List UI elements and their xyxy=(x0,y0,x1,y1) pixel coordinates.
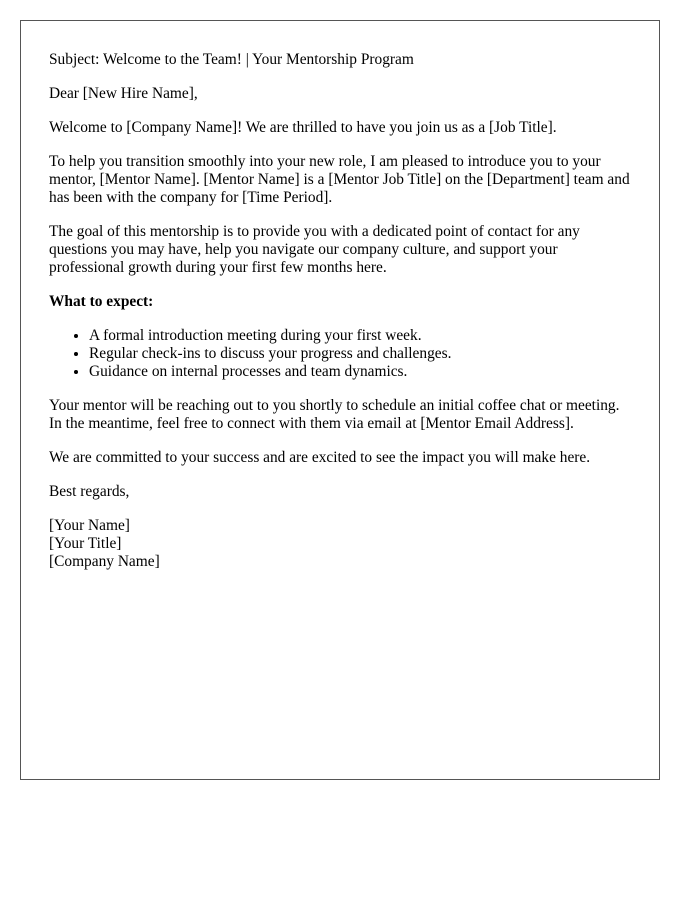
signature-title: [Your Title] xyxy=(49,535,122,552)
subject-line: Subject: Welcome to the Team! | Your Mentorship Program xyxy=(49,51,414,68)
signature-company: [Company Name] xyxy=(49,553,160,570)
signature-block xyxy=(49,517,631,571)
goal-paragraph: The goal of this mentorship is to provide you with a dedicated point of contact for any questions you may have, help you navigate our company culture, and support your professional growth during your first few months here. xyxy=(49,223,580,276)
greeting: Dear [New Hire Name], xyxy=(49,85,198,102)
mentor-intro-paragraph: To help you transition smoothly into your new role, I am pleased to introduce you to your mentor, [Mentor Name]. [Mentor Name] is a [Mentor Job Title] on the [Department] team and has been with the company for [Time Period]. xyxy=(49,153,630,206)
list-item: • Guidance on internal processes and team dynamics. xyxy=(89,363,631,381)
intro-paragraph: Welcome to [Company Name]! We are thrilled to have you join us as a [Job Title]. xyxy=(49,119,557,136)
letter-body xyxy=(20,20,660,780)
closing: Best regards, xyxy=(49,483,130,500)
contact-paragraph: Your mentor will be reaching out to you shortly to schedule an initial coffee chat or meeting. In the meantime, feel free to connect with them via email at [Mentor Email Address]. xyxy=(49,397,620,432)
commitment-paragraph: We are committed to your success and are excited to see the impact you will make here. xyxy=(49,449,591,466)
signature-name: [Your Name] xyxy=(49,517,130,534)
list-item: • Regular check-ins to discuss your progress and challenges. xyxy=(89,345,631,363)
expect-heading: What to expect: xyxy=(49,293,154,310)
list-item: • A formal introduction meeting during your first week. xyxy=(89,327,631,345)
expect-list xyxy=(49,327,631,381)
